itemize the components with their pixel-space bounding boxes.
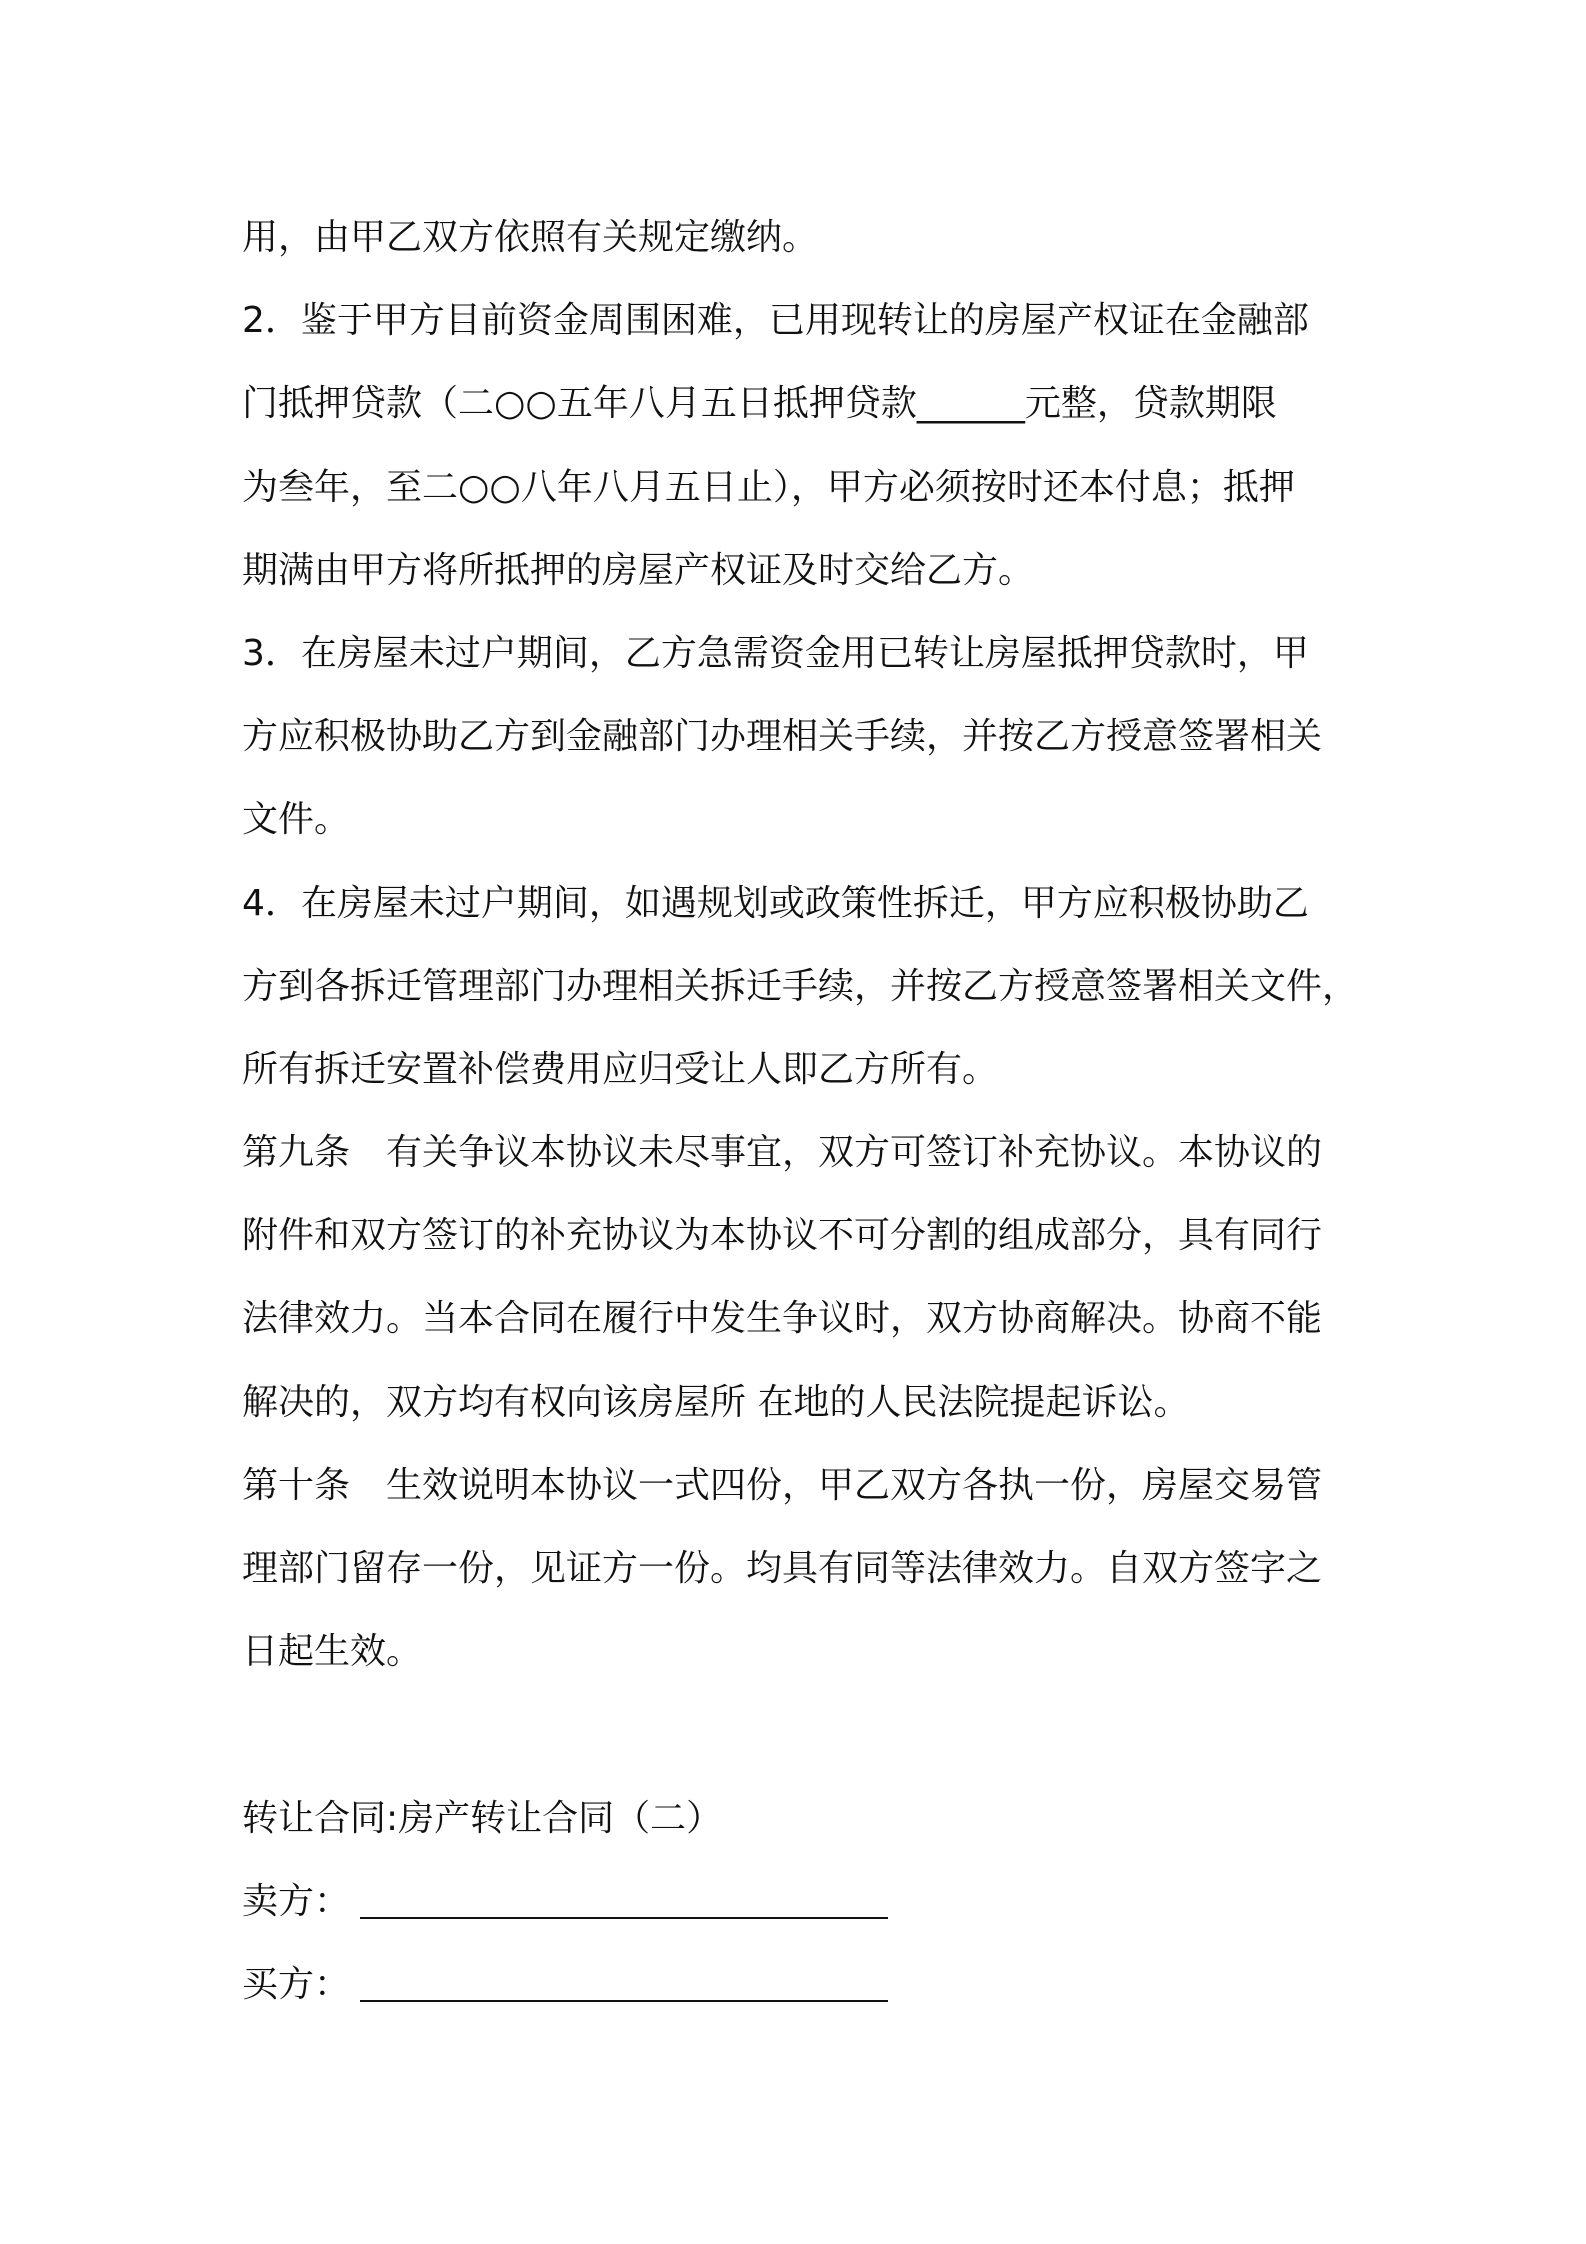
blank-line (242, 1693, 1362, 1776)
seller-blank-field[interactable] (360, 1917, 888, 1919)
text-line: 附件和双方签订的补充协议为本协议不可分割的组成部分，具有同行 (242, 1215, 1323, 1257)
text-line: 理部门留存一份，见证方一份。均具有同等法律效力。自双方签字之 (242, 1548, 1323, 1589)
text-line: 4．在房屋未过户期间，如遇规划或政策性拆迁，甲方应积极协助乙 (242, 882, 1309, 924)
buyer-label: 买方： (242, 1963, 351, 2005)
text-line: 用，由甲乙双方依照有关规定缴纳。 (242, 217, 819, 258)
text-line: 文件。 (242, 799, 351, 841)
document-body (242, 196, 1362, 2026)
text-line: 2．鉴于甲方目前资金周围困难，已用现转让的房屋产权证在金融部 (242, 300, 1309, 342)
text-line: 门抵押贷款（二○○五年八月五日抵押贷款______元整，贷款期限 (242, 383, 1277, 425)
text-line: 方到各拆迁管理部门办理相关拆迁手续，并按乙方授意签署相关文件， (242, 965, 1359, 1007)
buyer-line (242, 1943, 1362, 2026)
text-line: 方应积极协助乙方到金融部门办理相关手续，并按乙方授意签署相关 (242, 716, 1323, 758)
contract-title: 转让合同:房产转让合同（二） (242, 1797, 723, 1839)
text-line: 第十条 生效说明本协议一式四份，甲乙双方各执一份，房屋交易管 (242, 1464, 1323, 1506)
text-line: 3．在房屋未过户期间，乙方急需资金用已转让房屋抵押贷款时，甲 (242, 632, 1309, 674)
text-line: 第九条 有关争议本协议未尽事宜，双方可签订补充协议。本协议的 (242, 1132, 1323, 1174)
text-line: 期满由甲方将所抵押的房屋产权证及时交给乙方。 (242, 549, 1035, 591)
text-line: 解决的，双方均有权向该房屋所 在地的人民法院提起诉讼。 (242, 1381, 1190, 1423)
seller-label: 卖方： (242, 1880, 351, 1922)
text-line: 为叁年，至二○○八年八月五日止），甲方必须按时还本付息；抵押 (242, 466, 1295, 508)
text-line: 法律效力。当本合同在履行中发生争议时，双方协商解决。协商不能 (242, 1298, 1323, 1340)
buyer-blank-field[interactable] (360, 2000, 888, 2002)
seller-line (242, 1860, 1362, 1943)
text-line: 所有拆迁安置补偿费用应归受让人即乙方所有。 (242, 1048, 999, 1090)
text-line: 日起生效。 (242, 1631, 423, 1673)
